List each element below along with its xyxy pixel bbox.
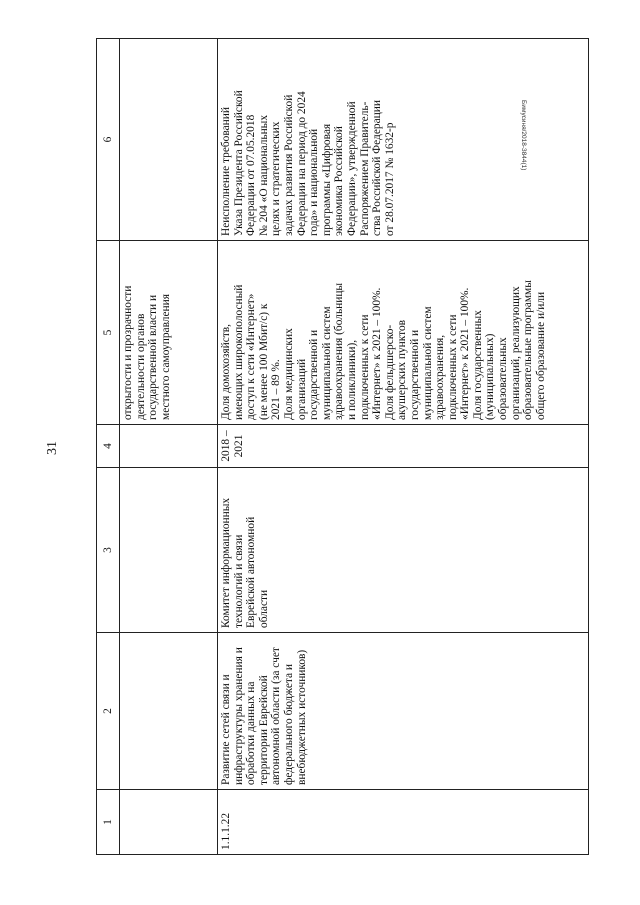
continuation-cell-3 [120,468,218,633]
indicators-cell [218,241,589,425]
header-col-6: 6 [97,39,120,241]
continuation-row [120,39,218,855]
document-code: Бимусиня/2018-3844(1) [520,100,527,171]
header-col-1: 1 [97,790,120,855]
row-number: 1.1.1.22 [220,812,232,850]
measure-name-cell [218,633,589,790]
table-row [218,39,589,855]
period-cell [218,425,589,468]
header-col-4: 4 [97,425,120,468]
executor-cell [218,468,589,633]
row-number-cell [218,790,589,855]
continuation-cell-1 [120,790,218,855]
consequences-cell [218,39,589,241]
continuation-cell-5 [120,241,218,425]
indicators: Доля домохозяйств, имеющих широкополосный доступ к сети «Интернет» (не менее 100 Мбит/с) к 2021 – 89 %. Доля медицинских организаций государственной и муниципальной систем здравоохранения (больницы и поликлиники), подключенных к сети «Интернет» к 2021 – 100%. Доля фельдшерско- акушерских пунктов государственной и муниципальной систем здравоохранения, подключенных к сети «Интернет» к 2021 – 100%. Доля государственных (муниципальных) образовательных организаций, реализующих образовательные программы общего образование и/или [220,280,547,420]
continuation-indicators-text: открытости и прозрачности деятельности органов государственной власти и местного самоуправления [122,285,172,420]
header-col-3: 3 [97,468,120,633]
consequences: Неисполнение требований Указа Президента Российской Федерации от 07.05.2018 № 204 «О национальных целях и стратегических задачах развития Российской Федерации на период до 2024 года» и национальной программы «Цифровая экономика Российской Федерации», утвержденной Распоряжением Правитель- ства Российской Федерации от 28.07.2017 № 1632-р [220,90,396,236]
measures-table [96,38,589,855]
page-number: 31 [45,441,60,455]
measure-name: Развитие сетей связи и инфраструктуры хранения и обработки данных на территории Еврейской автономной области (за счет федерального бюджета и внебюджетных источников) [220,647,308,785]
period: 2018 – 2021 [220,430,245,462]
executor: Комитет информационных технологий и связи Еврейской автономной области [220,497,270,628]
continuation-cell-2 [120,633,218,790]
rotated-table-container [96,45,589,855]
table-header-row [97,39,120,855]
continuation-cell-6 [120,39,218,241]
header-col-2: 2 [97,633,120,790]
header-col-5: 5 [97,241,120,425]
continuation-cell-4 [120,425,218,468]
